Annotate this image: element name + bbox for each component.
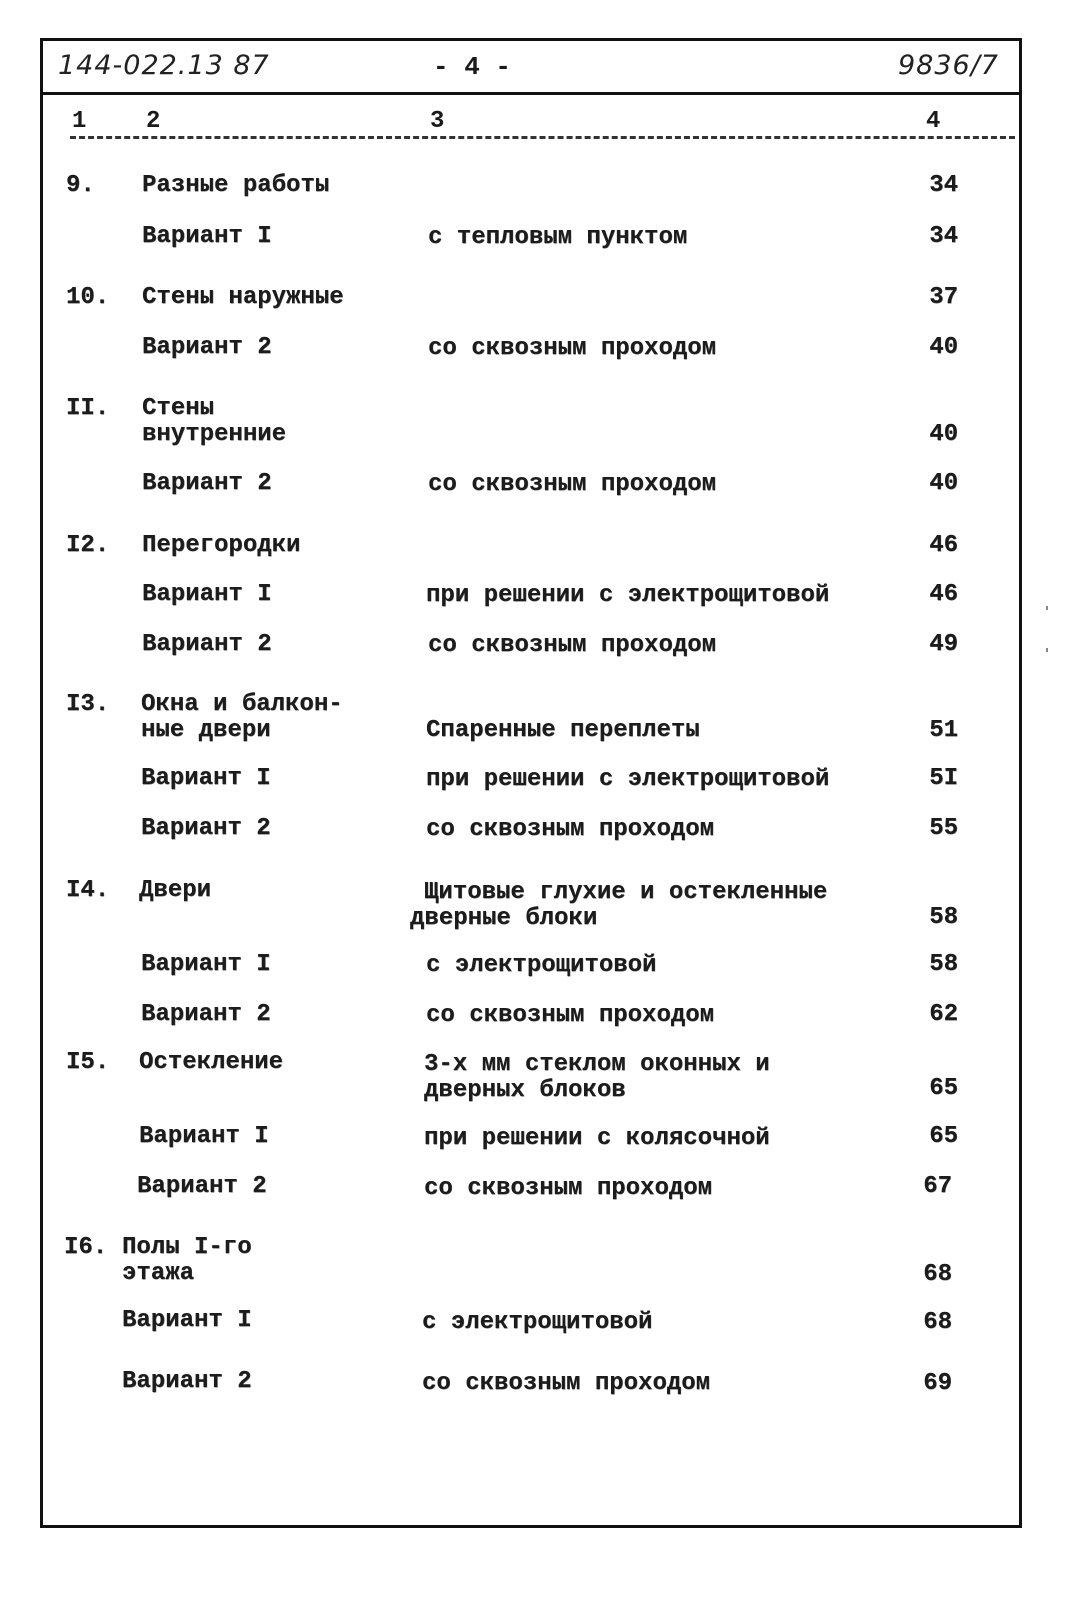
row-number: 9. — [66, 172, 95, 199]
row-description: Спаренные переплеты — [426, 717, 700, 744]
row-page: 40 — [929, 421, 958, 448]
row-title: Двери — [139, 877, 212, 904]
row-number: I6. — [64, 1234, 108, 1261]
row-description: со сквозным проходом — [426, 1002, 715, 1029]
row-number: II. — [66, 395, 110, 422]
column-header-4: 4 — [926, 108, 941, 135]
row-page: 46 — [929, 581, 958, 608]
row-description: с электрощитовой — [426, 952, 657, 979]
column-header-3: 3 — [430, 108, 445, 135]
row-number: 10. — [66, 284, 110, 311]
inventory-number: 9836/7 — [898, 50, 999, 81]
row-description: со сквозным проходом — [422, 1370, 711, 1397]
row-page: 58 — [929, 904, 958, 931]
row-number: I4. — [66, 877, 110, 904]
row-description: при решении с электрощитовой — [426, 582, 830, 609]
row-title: Вариант 2 — [142, 470, 272, 497]
row-title: Вариант 2 — [137, 1173, 267, 1200]
row-page: 40 — [929, 470, 958, 497]
row-page: 69 — [923, 1370, 952, 1397]
row-title: Вариант I — [139, 1123, 269, 1150]
row-title: Вариант 2 — [141, 815, 271, 842]
row-description: Щитовые глухие и остекленные дверные блоки — [410, 879, 828, 932]
row-page: 68 — [923, 1309, 952, 1336]
row-title: Разные работы — [142, 172, 330, 199]
page-number: - 4 - — [433, 52, 512, 82]
header-dashed-rule — [70, 136, 1015, 139]
row-title: Стены внутренние — [142, 395, 287, 448]
row-page: 62 — [929, 1001, 958, 1028]
row-description: при решении с колясочной — [424, 1125, 770, 1152]
row-page: 34 — [929, 223, 958, 250]
row-page: 49 — [929, 631, 958, 658]
row-title: Вариант I — [141, 765, 271, 792]
row-description: с электрощитовой — [422, 1309, 653, 1336]
row-description: 3-х мм стеклом оконных и дверных блоков — [424, 1051, 770, 1104]
row-title: Вариант I — [122, 1307, 252, 1334]
row-page: 55 — [929, 815, 958, 842]
row-page: 68 — [923, 1261, 952, 1288]
row-description: со сквозным проходом — [428, 632, 717, 659]
row-title: Вариант 2 — [122, 1368, 252, 1395]
row-number: I5. — [66, 1049, 110, 1076]
row-description: со сквозным проходом — [428, 471, 717, 498]
row-title: Полы I-го этажа — [122, 1234, 252, 1287]
row-page: 51 — [929, 717, 958, 744]
row-page: 46 — [929, 532, 958, 559]
row-description: со сквозным проходом — [426, 816, 715, 843]
row-number: I3. — [66, 691, 110, 718]
row-title: Вариант 2 — [141, 1001, 271, 1028]
row-title: Вариант 2 — [142, 631, 272, 658]
row-description: с тепловым пунктом — [428, 224, 688, 251]
row-page: 5I — [929, 765, 958, 792]
row-title: Вариант I — [142, 223, 272, 250]
doc-code: 144-022.13 87 — [58, 50, 270, 81]
row-page: 65 — [929, 1123, 958, 1150]
row-page: 58 — [929, 951, 958, 978]
row-page: 34 — [929, 172, 958, 199]
row-page: 37 — [929, 284, 958, 311]
row-title: Стены наружные — [142, 284, 344, 311]
column-header-1: 1 — [72, 108, 87, 135]
row-title: Перегородки — [142, 532, 301, 559]
row-page: 65 — [929, 1075, 958, 1102]
scan-speck — [1046, 606, 1048, 610]
column-header-2: 2 — [146, 108, 161, 135]
row-page: 67 — [923, 1173, 952, 1200]
row-description: со сквозным проходом — [428, 335, 717, 362]
row-title: Вариант I — [141, 951, 271, 978]
row-description: при решении с электрощитовой — [426, 766, 830, 793]
row-title: Вариант 2 — [142, 334, 272, 361]
row-title: Окна и балкон- ные двери — [141, 691, 343, 744]
scan-speck — [1046, 648, 1048, 652]
row-number: I2. — [66, 532, 110, 559]
row-page: 40 — [929, 334, 958, 361]
row-title: Вариант I — [142, 581, 272, 608]
header-divider — [40, 92, 1022, 95]
row-title: Остекление — [139, 1049, 284, 1076]
row-description: со сквозным проходом — [424, 1175, 713, 1202]
